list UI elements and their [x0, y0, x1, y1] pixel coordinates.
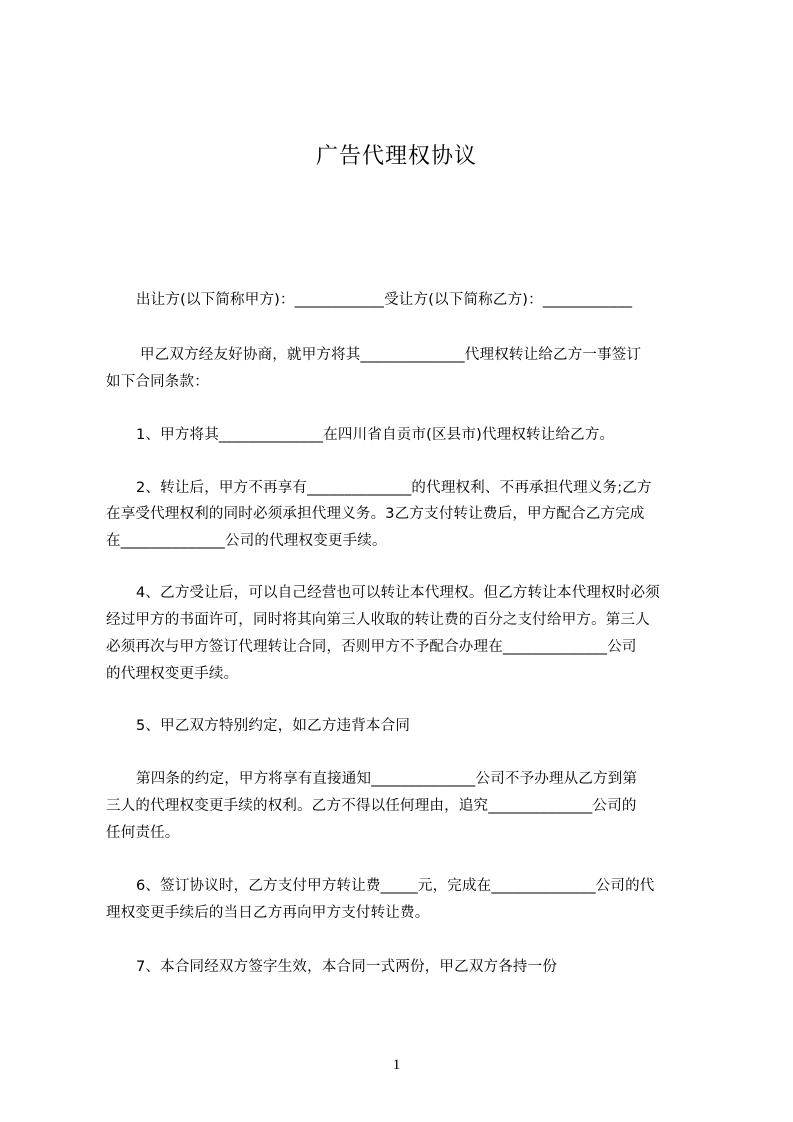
clause-5-line-2: 第四条的约定，甲方将享有直接通知______________公司不予办理从乙方到第: [136, 771, 638, 787]
page-number: 1: [392, 1057, 401, 1073]
clause-4-line-2: 经过甲方的书面许可，同时将其向第三人收取的转让费的百分之支付给甲方。第三人: [106, 612, 650, 628]
clause-4-line-4: 的代理权变更手续。: [106, 666, 239, 682]
clause-2-line-2: 在享受代理权利的同时必须承担代理义务。3乙方支付转让费后，甲方配合乙方完成: [106, 506, 645, 522]
clause-6-line-1: 6、签订协议时，乙方支付甲方转让费_____元，完成在______________公司的代: [136, 878, 655, 894]
document-title: 广告代理权协议: [315, 144, 477, 169]
clause-2-line-1: 2、转让后，甲方不再享有______________的代理权利、不再承担代理义务;乙方: [136, 480, 652, 496]
clause-4-line-3: 必须再次与甲方签订代理转让合同，否则甲方不予配合办理在______________公司: [106, 639, 637, 655]
clause-5-line-4: 任何责任。: [106, 825, 180, 841]
clause-2-line-3: 在______________公司的代理权变更手续。: [106, 533, 387, 549]
clause-6-line-2: 理权变更手续后的当日乙方再向甲方支付转让费。: [106, 905, 430, 921]
clause-1-line-1: 1、甲方将其______________在四川省自贡市(区县市)代理权转让给乙方。: [136, 427, 615, 443]
preamble-line-2: 如下合同条款：: [106, 374, 209, 390]
clause-7-line-1: 7、本合同经双方签字生效，本合同一式两份，甲乙双方各持一份: [136, 959, 558, 975]
clause-4-line-1: 4、乙方受让后，可以自己经营也可以转让本代理权。但乙方转让本代理权时必须: [136, 585, 660, 601]
clause-5-line-1: 5、甲乙双方特别约定，如乙方违背本合同: [136, 718, 411, 734]
preamble-line-1: 甲乙双方经友好协商，就甲方将其______________代理权转让给乙方一事签订: [140, 347, 642, 363]
party-line: 出让方(以下简称甲方)：____________受让方(以下简称乙方)：____________: [136, 292, 633, 308]
clause-5-line-3: 三人的代理权变更手续的权利。乙方不得以任何理由，追究______________公司的: [106, 798, 637, 814]
